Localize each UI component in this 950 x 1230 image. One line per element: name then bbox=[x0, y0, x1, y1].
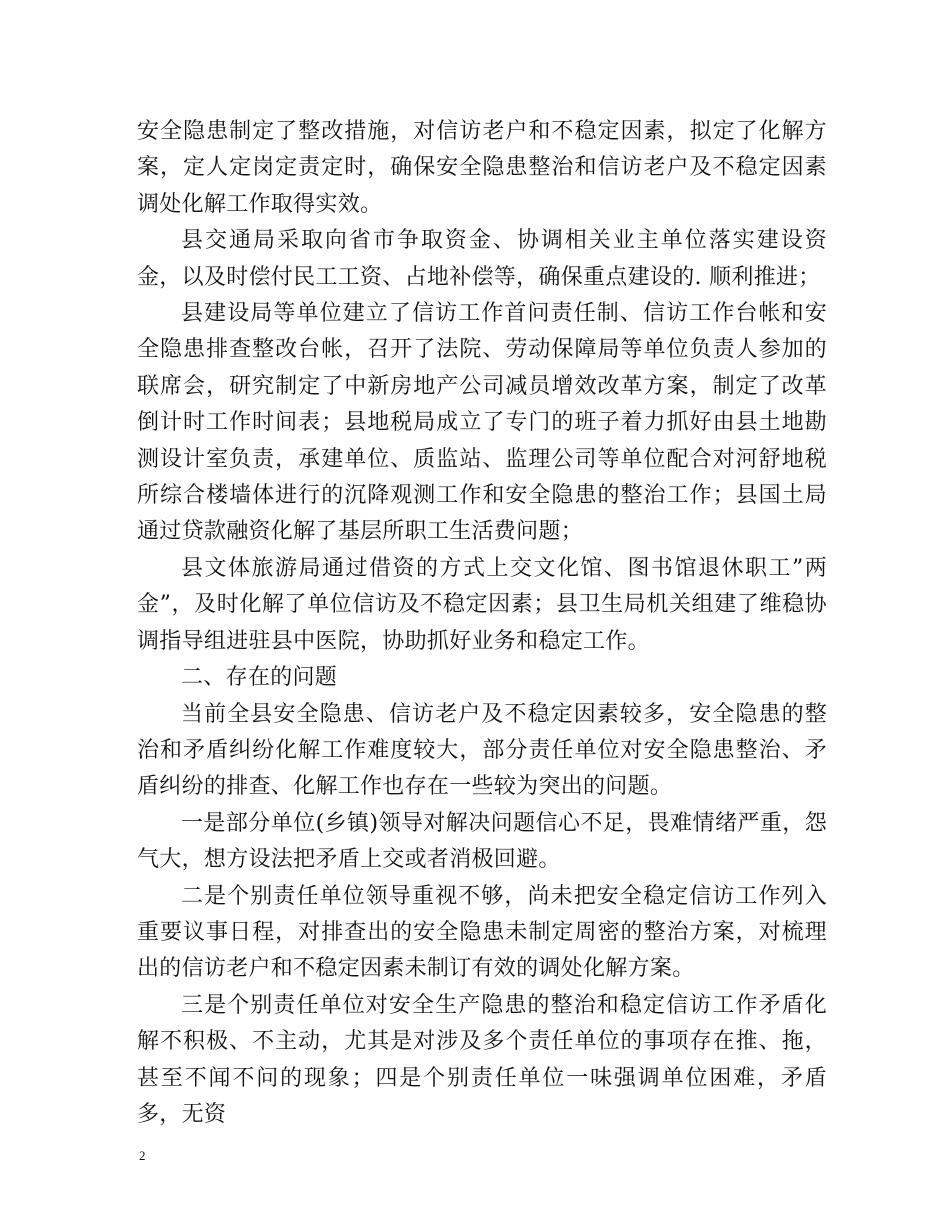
paragraph-8: 三是个别责任单位对安全生产隐患的整治和稳定信访工作矛盾化解不积极、不主动，尤其是对涉及多个责任单位的事项存在推、拖，甚至不闻不问的现象；四是个别责任单位一味强调单位困难，矛盾多，无资 bbox=[137, 992, 827, 1127]
paragraph-3: 县建设局等单位建立了信访工作首问责任制、信访工作台帐和安全隐患排查整改台帐，召开了法院、劳动保障局等单位负责人参加的联席会，研究制定了中新房地产公司减员增效改革方案，制定了改革倒计时工作时间表；县地税局成立了专门的班子着力抓好由县土地勘测设计室负责，承建单位、质监站、监理公司等单位配合对河舒地税所综合楼墙体进行的沉降观测工作和安全隐患的整治工作；县国土局通过贷款融资化解了基层所职工生活费问题； bbox=[137, 301, 827, 545]
paragraph-2: 县交通局采取向省市争取资金、协调相关业主单位落实建设资金，以及时偿付民工工资、占地补偿等，确保重点建设的. 顺利推进； bbox=[137, 228, 827, 290]
page-number: 2 bbox=[139, 1148, 146, 1163]
paragraph-4: 县文体旅游局通过借资的方式上交文化馆、图书馆退休职工”两金”，及时化解了单位信访及不稳定因素；县卫生局机关组建了维稳协调指导组进驻县中医院，协助抓好业务和稳定工作。 bbox=[137, 555, 827, 654]
paragraph-7: 二是个别责任单位领导重视不够，尚未把安全稳定信访工作列入重要议事日程，对排查出的安全隐患未制定周密的整治方案，对梳理出的信访老户和不稳定因素未制订有效的调处化解方案。 bbox=[137, 883, 827, 982]
document-body bbox=[137, 114, 827, 1133]
paragraph-5: 当前全县安全隐患、信访老户及不稳定因素较多，安全隐患的整治和矛盾纠纷化解工作难度较大，部分责任单位对安全隐患整治、矛盾纠纷的排查、化解工作也存在一些较为突出的问题。 bbox=[137, 701, 827, 800]
paragraph-6: 一是部分单位(乡镇)领导对解决问题信心不足，畏难情绪严重，怨气大，想方设法把矛盾上交或者消极回避。 bbox=[137, 810, 827, 873]
section-heading: 二、存在的问题 bbox=[181, 665, 338, 691]
paragraph-1: 安全隐患制定了整改措施，对信访老户和不稳定因素，拟定了化解方案，定人定岗定责定时，确保安全隐患整治和信访老户及不稳定因素调处化解工作取得实效。 bbox=[137, 119, 827, 217]
